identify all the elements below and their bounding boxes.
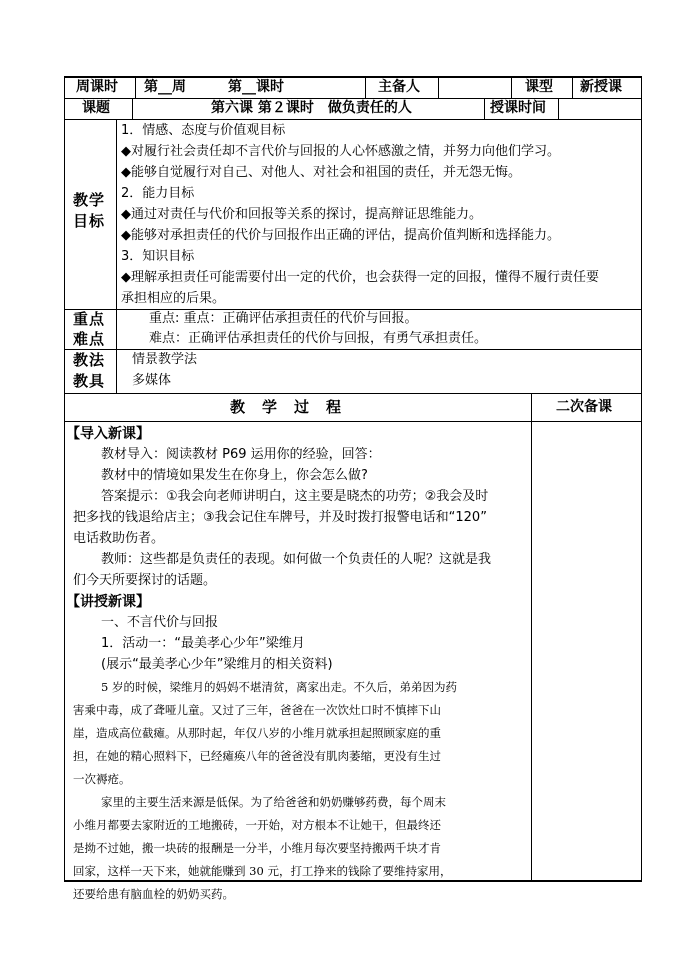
week-label: 第__周 — [144, 79, 186, 95]
methods-label-1: 教法 — [73, 351, 106, 369]
process-title: 教 学 过 程 — [230, 398, 343, 416]
intro-line: 电话救助伤者。 — [73, 531, 165, 546]
col-divider — [558, 98, 559, 119]
col-divider — [511, 76, 512, 98]
col-divider — [572, 76, 573, 98]
new-lesson-heading: 【讲授新课】 — [66, 594, 150, 610]
topic-label: 课题 — [82, 100, 110, 116]
preparer-value[interactable] — [442, 79, 508, 95]
intro-line: 们今天所要探讨的话题。 — [73, 573, 217, 588]
row-divider — [64, 119, 642, 120]
objective-line: ◆能够对承担责任的代价与回报作出正确的评估，提高价值判断和选择能力。 — [121, 228, 560, 243]
objective-line: ◆理解承担责任可能需要付出一定的代价，也会获得一定的回报，懂得不履行责任要 — [121, 270, 599, 285]
topic-value: 第六课 第２课时 做负责任的人 — [211, 100, 412, 116]
story-line: 是拗不过她，搬一块砖的报酬是一分半，小维月每次要坚持搬两千块才肯 — [73, 841, 441, 855]
row-divider — [64, 309, 642, 310]
keypoints-label-2: 难点 — [73, 330, 106, 348]
row-divider — [64, 421, 642, 422]
col-divider — [484, 98, 485, 119]
objective-line: ◆对履行社会责任却不言代价与回报的人心怀感激之情，并努力向他们学习。 — [121, 144, 560, 159]
story-line: 一次褥疮。 — [73, 772, 131, 786]
objectives-label-1: 教学 — [73, 191, 106, 209]
intro-line: 教材中的情境如果发生在你身上，你会怎么做? — [101, 468, 368, 483]
teach-time-value[interactable] — [562, 100, 638, 116]
table-border-left — [64, 76, 65, 881]
col-divider — [365, 76, 366, 98]
keypoints-label-1: 重点 — [73, 310, 106, 328]
label-col-divider — [116, 119, 117, 393]
table-border-right — [641, 76, 642, 881]
second-prep-area[interactable] — [533, 423, 639, 878]
type-label: 课型 — [525, 79, 553, 95]
type-value: 新授课 — [580, 79, 622, 95]
col-divider — [438, 76, 439, 98]
intro-line: 教师：这些都是负责任的表现。如何做一个负责任的人呢？这就是我 — [101, 552, 492, 567]
teaching-tool: 多媒体 — [132, 373, 172, 388]
new-lesson-line: (展示“最美孝心少年”梁维月的相关资料) — [101, 657, 333, 672]
teach-time-label: 授课时间 — [490, 100, 546, 116]
objective-line: ◆能够自觉履行对自己、对他人、对社会和祖国的责任，并无怨无悔。 — [121, 165, 521, 180]
objective-line: 承担相应的后果。 — [121, 291, 226, 306]
objective-line: 3．知识目标 — [121, 249, 195, 264]
col-divider — [132, 98, 133, 119]
intro-heading: 【导入新课】 — [66, 426, 150, 442]
table-border-bottom — [64, 880, 642, 882]
story-line: 崖，造成高位截瘫。从那时起，年仅八岁的小维月就承担起照顾家庭的重 — [73, 726, 441, 740]
second-prep-label: 二次备课 — [556, 399, 612, 415]
process-col-divider — [531, 393, 532, 881]
objectives-label-2: 目标 — [73, 212, 106, 230]
difficult-point: 难点：正确评估承担责任的代价与回报，有勇气承担责任。 — [149, 331, 488, 346]
story-line: 还要给患有脑血栓的奶奶买药。 — [73, 887, 234, 901]
story-line: 回家，这样一天下来，她就能赚到 30 元，打工挣来的钱除了要维持家用， — [73, 864, 452, 878]
intro-line: 答案提示：①我会向老师讲明白，这主要是晓杰的功劳；②我会及时 — [101, 489, 489, 504]
new-lesson-line: 1．活动一：“最美孝心少年”梁维月 — [101, 636, 305, 651]
period-label: 周课时 — [76, 79, 118, 95]
story-line: 担，在她的精心照料下，已经瘫痪八年的爸爸没有肌肉萎缩，更没有生过 — [73, 749, 441, 763]
story-line: 5 岁的时候，梁维月的妈妈不堪清贫，离家出走。不久后，弟弟因为药 — [101, 680, 457, 694]
row-divider — [64, 393, 642, 394]
col-divider — [135, 76, 136, 98]
objective-line: 1．情感、态度与价值观目标 — [121, 123, 286, 138]
preparer-label: 主备人 — [378, 79, 420, 95]
intro-line: 把多找的钱退给店主；③我会记住车牌号，并及时拨打报警电话和“120” — [73, 510, 487, 525]
objective-line: 2．能力目标 — [121, 186, 195, 201]
row-divider — [64, 349, 642, 350]
intro-line: 教材导入：阅读教材 P69 运用你的经验，回答： — [101, 447, 381, 462]
new-lesson-line: 一、不言代价与回报 — [101, 615, 219, 630]
row-divider — [64, 98, 642, 99]
story-line: 害乘中毒，成了聋哑儿童。又过了三年，爸爸在一次饮灶口时不慎摔下山 — [73, 703, 441, 717]
key-point: 重点: 重点：正确评估承担责任的代价与回报。 — [149, 311, 418, 326]
methods-label-2: 教具 — [73, 372, 106, 390]
lesson-label: 第__课时 — [228, 79, 284, 95]
story-line: 家里的主要生活来源是低保。为了给爸爸和奶奶赚够药费，每个周末 — [101, 795, 446, 809]
teaching-method: 情景教学法 — [132, 352, 198, 367]
story-line: 小维月都要去家附近的工地搬砖，一开始，对方根本不让她干，但最终还 — [73, 818, 441, 832]
objective-line: ◆通过对责任与代价和回报等关系的探讨，提高辩证思维能力。 — [121, 207, 482, 222]
table-border-top — [64, 76, 642, 78]
